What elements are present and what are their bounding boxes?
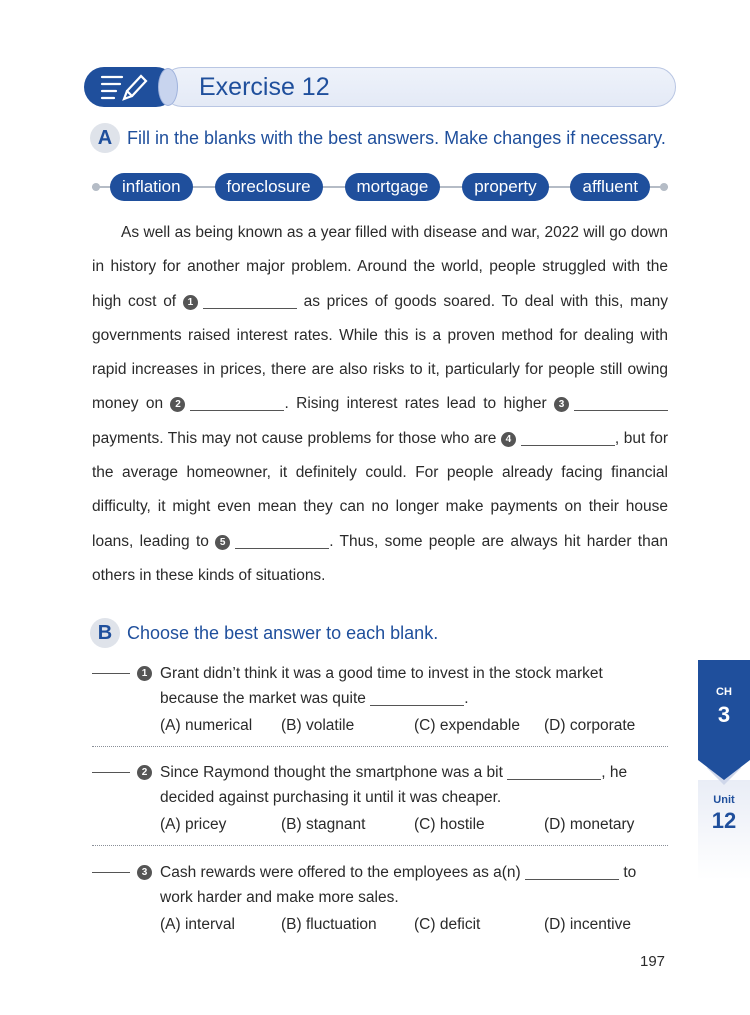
chapter-unit-tab <box>698 660 750 880</box>
option-d[interactable]: (D) monetary <box>544 816 635 833</box>
question-2 <box>92 760 668 837</box>
option-a[interactable]: (A) interval <box>160 916 235 933</box>
option-c[interactable]: (C) expendable <box>414 717 520 734</box>
options-row <box>160 713 668 738</box>
question-text-part: Since Raymond thought the smartphone was a bit <box>160 764 508 781</box>
question-number-badge: 2 <box>137 765 152 780</box>
section-b-instruction: Choose the best answer to each blank. <box>127 622 439 643</box>
question-text <box>160 860 668 910</box>
word-bank-dot-right <box>660 183 668 191</box>
question-blank[interactable] <box>370 690 464 706</box>
blank-1[interactable] <box>203 293 297 309</box>
question-line: decided against purchasing it until it was cheaper. <box>160 789 502 806</box>
option-d[interactable]: (D) incentive <box>544 916 631 933</box>
options-row <box>160 812 668 837</box>
word-bank-item: mortgage <box>345 173 441 201</box>
answer-blank-2[interactable] <box>92 772 130 773</box>
option-b[interactable]: (B) stagnant <box>281 816 366 833</box>
question-text-part: . <box>464 690 469 707</box>
unit-number: 12 <box>711 808 737 833</box>
word-bank-item: inflation <box>110 173 193 201</box>
blank-number-badge: 5 <box>215 535 230 550</box>
word-bank-item: foreclosure <box>215 173 323 201</box>
section-a-instruction: Fill in the blanks with the best answers. Make changes if necessary. <box>127 127 666 148</box>
unit-tab <box>698 780 750 880</box>
question-text-part: to <box>619 864 637 881</box>
blank-3[interactable] <box>574 395 668 411</box>
question-line <box>160 686 668 711</box>
blank-number-badge: 3 <box>554 397 569 412</box>
question-text <box>160 661 668 711</box>
question-line <box>160 860 668 885</box>
question-blank[interactable] <box>507 764 601 780</box>
question-text-part: , he <box>601 764 628 781</box>
option-d[interactable]: (D) corporate <box>544 717 636 734</box>
exercise-title-bar <box>84 67 676 107</box>
question-3 <box>92 860 668 937</box>
answer-blank-1[interactable] <box>92 673 130 674</box>
question-line: Grant didn’t think it was a good time to invest in the stock market <box>160 665 603 682</box>
answer-blank-3[interactable] <box>92 872 130 873</box>
question-1 <box>92 661 668 738</box>
blank-number-badge: 1 <box>183 295 198 310</box>
question-text <box>160 760 668 810</box>
page-number: 197 <box>640 953 666 970</box>
chapter-number: 3 <box>717 702 731 727</box>
page-title: Exercise 12 <box>199 73 330 101</box>
option-a[interactable]: (A) pricey <box>160 816 227 833</box>
passage-paragraph <box>92 216 668 593</box>
passage <box>92 216 668 593</box>
passage-text: . Thus, some people are always hit harder than others in these kinds of situations. <box>92 532 668 584</box>
question-blank[interactable] <box>525 864 619 880</box>
chapter-tab <box>698 660 750 760</box>
question-line: work harder and make more sales. <box>160 889 399 906</box>
unit-label: Unit <box>713 794 735 806</box>
passage-text: . Rising interest rates lead to higher <box>284 395 554 413</box>
word-bank-dot-left <box>92 183 100 191</box>
question-number-badge: 3 <box>137 865 152 880</box>
option-b[interactable]: (B) volatile <box>281 717 355 734</box>
blank-4[interactable] <box>521 430 615 446</box>
question-number-badge: 1 <box>137 666 152 681</box>
word-bank <box>92 173 668 201</box>
question-line <box>160 760 668 785</box>
section-a-heading <box>90 123 666 153</box>
list-pencil-icon <box>98 72 150 102</box>
title-knob-cap <box>158 68 178 106</box>
section-a-letter: A <box>90 123 120 153</box>
passage-text: As well as being known as a year filled with disease and war, 2022 will go down in history for another major problem. Around the world, people struggled with the high cost of <box>92 224 668 310</box>
blank-5[interactable] <box>235 533 329 549</box>
passage-text: payments. This may not cause problems for those who are <box>92 429 501 447</box>
word-bank-item: affluent <box>570 173 649 201</box>
blank-2[interactable] <box>190 395 284 411</box>
question-text-part: Cash rewards were offered to the employees as a(n) <box>160 864 526 881</box>
option-c[interactable]: (C) hostile <box>414 816 485 833</box>
question-text-part: because the market was quite <box>160 690 371 707</box>
passage-text: as prices of goods soared. To deal with this, many governments raised interest rates. While this is a proven method for dealing with rapid increases in prices, there are also risks to it, particularly for people still owing money on <box>92 292 668 413</box>
options-row <box>160 912 668 937</box>
section-b-letter: B <box>90 618 120 648</box>
question-divider <box>92 845 668 846</box>
option-a[interactable]: (A) numerical <box>160 717 253 734</box>
chapter-tab-arrow <box>698 760 750 780</box>
blank-number-badge: 2 <box>170 397 185 412</box>
option-c[interactable]: (C) deficit <box>414 916 481 933</box>
word-bank-item: property <box>462 173 548 201</box>
blank-number-badge: 4 <box>501 432 516 447</box>
passage-text: , but for the average homeowner, it definitely could. For people already facing financial difficulty, it might even mean they can no longer make payments on their house loans, leading to <box>92 429 668 550</box>
question-divider <box>92 746 668 747</box>
option-b[interactable]: (B) fluctuation <box>281 916 377 933</box>
section-b-heading <box>90 618 438 648</box>
chapter-label: CH <box>716 686 732 698</box>
